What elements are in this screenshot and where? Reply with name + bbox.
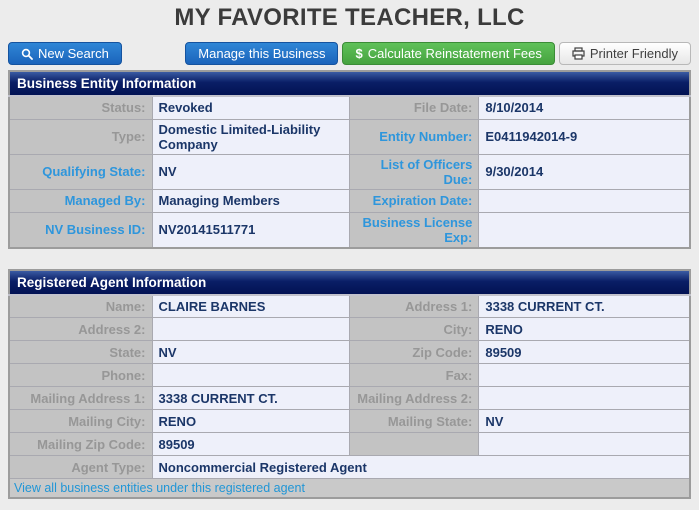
qualifying-state-label[interactable]: Qualifying State: [9,154,152,189]
manage-business-label: Manage this Business [198,46,326,61]
table-row [9,154,690,189]
type-value: Domestic Limited-Liability Company [152,119,349,154]
table-row [9,364,690,387]
type-label: Type: [9,119,152,154]
table-row [9,410,690,433]
phone-label: Phone: [9,364,152,387]
page-title: MY FAVORITE TEACHER, LLC [174,4,525,31]
table-row [9,119,690,154]
expiration-date-value [479,189,690,212]
entity-number-label[interactable]: Entity Number: [349,119,478,154]
new-search-label: New Search [38,46,109,61]
table-row [9,96,690,119]
new-search-button[interactable] [8,42,122,65]
agent-type-value: Noncommercial Registered Agent [152,456,690,479]
business-license-exp-label[interactable]: Business License Exp: [349,212,478,248]
state-value: NV [152,341,349,364]
address1-value: 3338 CURRENT CT. [479,295,690,318]
city-label: City: [349,318,478,341]
table-row [9,387,690,410]
address1-label: Address 1: [349,295,478,318]
mailing-address1-label: Mailing Address 1: [9,387,152,410]
registered-agent-header: Registered Agent Information [9,270,690,295]
nv-business-id-value: NV20141511771 [152,212,349,248]
business-entity-table [8,70,691,249]
managed-by-value: Managing Members [152,189,349,212]
qualifying-state-value: NV [152,154,349,189]
table-row [9,295,690,318]
toolbar [0,42,699,65]
zip-code-value: 89509 [479,341,690,364]
address2-value [152,318,349,341]
officers-due-label[interactable]: List of Officers Due: [349,154,478,189]
mailing-address1-value: 3338 CURRENT CT. [152,387,349,410]
officers-due-value: 9/30/2014 [479,154,690,189]
mailing-state-value: NV [479,410,690,433]
table-row [9,456,690,479]
table-row [9,341,690,364]
view-agent-entities-link[interactable]: View all business entities under this registered agent [9,479,690,499]
phone-value [152,364,349,387]
printer-icon [572,47,585,60]
registered-agent-table [8,269,691,500]
table-row [9,479,690,499]
mailing-zip-value: 89509 [152,433,349,456]
mailing-state-label: Mailing State: [349,410,478,433]
mailing-zip-label: Mailing Zip Code: [9,433,152,456]
mailing-address2-value [479,387,690,410]
fax-value [479,364,690,387]
mailing-city-label: Mailing City: [9,410,152,433]
printer-friendly-label: Printer Friendly [589,46,678,61]
table-row [9,433,690,456]
entity-number-value: E0411942014-9 [479,119,690,154]
printer-friendly-button[interactable] [559,42,691,65]
status-label: Status: [9,96,152,119]
file-date-value: 8/10/2014 [479,96,690,119]
table-row [9,318,690,341]
empty-label-cell [349,433,478,456]
state-label: State: [9,341,152,364]
mailing-address2-label: Mailing Address 2: [349,387,478,410]
file-date-label: File Date: [349,96,478,119]
city-value: RENO [479,318,690,341]
address2-label: Address 2: [9,318,152,341]
table-row [9,189,690,212]
table-row [9,212,690,248]
fax-label: Fax: [349,364,478,387]
agent-type-label: Agent Type: [9,456,152,479]
nv-business-id-label[interactable]: NV Business ID: [9,212,152,248]
business-license-exp-value [479,212,690,248]
empty-value-cell [479,433,690,456]
managed-by-label[interactable]: Managed By: [9,189,152,212]
manage-business-button[interactable] [185,42,338,65]
search-icon [21,48,33,60]
dollar-icon: $ [355,46,363,61]
status-value: Revoked [152,96,349,119]
expiration-date-label[interactable]: Expiration Date: [349,189,478,212]
agent-name-label: Name: [9,295,152,318]
business-entity-header: Business Entity Information [9,71,690,96]
mailing-city-value: RENO [152,410,349,433]
zip-code-label: Zip Code: [349,341,478,364]
calculate-reinstatement-fees-label: Calculate Reinstatement Fees [367,46,542,61]
calculate-reinstatement-fees-button[interactable] [342,42,554,65]
agent-name-value: CLAIRE BARNES [152,295,349,318]
